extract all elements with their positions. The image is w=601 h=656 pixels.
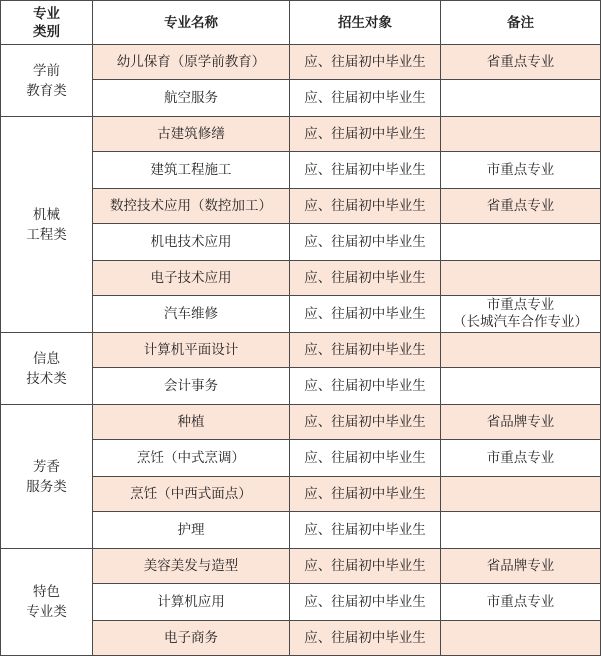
enroll-target: 应、往届初中毕业生	[290, 333, 441, 368]
note-cell: 市重点专业	[441, 152, 601, 189]
category-cell	[1, 549, 93, 656]
enroll-target: 应、往届初中毕业生	[290, 224, 441, 261]
note-cell	[441, 296, 601, 333]
note-cell	[441, 80, 601, 117]
note-cell	[441, 477, 601, 512]
major-name: 机电技术应用	[93, 224, 290, 261]
category-line2: 工程类	[26, 226, 67, 243]
enroll-target: 应、往届初中毕业生	[290, 152, 441, 189]
enroll-target: 应、往届初中毕业生	[290, 261, 441, 296]
note-cell	[441, 261, 601, 296]
header-category	[1, 1, 93, 45]
enroll-target: 应、往届初中毕业生	[290, 117, 441, 152]
category-cell	[1, 117, 93, 333]
note-cell: 市重点专业	[441, 440, 601, 477]
header-row	[1, 1, 601, 45]
enroll-target: 应、往届初中毕业生	[290, 80, 441, 117]
enroll-target: 应、往届初中毕业生	[290, 189, 441, 224]
note-cell	[441, 117, 601, 152]
enroll-target: 应、往届初中毕业生	[290, 584, 441, 621]
header-target: 招生对象	[290, 1, 441, 45]
category-line1: 学前	[33, 62, 60, 79]
major-name: 护理	[93, 512, 290, 549]
major-name: 古建筑修缮	[93, 117, 290, 152]
major-name: 幼儿保育（原学前教育）	[93, 45, 290, 80]
major-name: 数控技术应用（数控加工）	[93, 189, 290, 224]
major-name: 电子技术应用	[93, 261, 290, 296]
note-cell: 省品牌专业	[441, 549, 601, 584]
note-cell	[441, 621, 601, 656]
header-note: 备注	[441, 1, 601, 45]
enroll-target: 应、往届初中毕业生	[290, 368, 441, 405]
major-name: 计算机应用	[93, 584, 290, 621]
note-cell	[441, 368, 601, 405]
category-line1: 机械	[33, 206, 60, 223]
category-cell	[1, 45, 93, 117]
note-cell: 省重点专业	[441, 189, 601, 224]
enroll-target: 应、往届初中毕业生	[290, 549, 441, 584]
note-cell	[441, 512, 601, 549]
note-line2: （长城汽车合作专业）	[453, 314, 588, 330]
header-category-line1: 专业	[33, 5, 60, 22]
table-row	[1, 549, 601, 584]
category-line2: 服务类	[26, 478, 67, 495]
category-cell	[1, 333, 93, 405]
major-name: 计算机平面设计	[93, 333, 290, 368]
table-row	[1, 333, 601, 368]
note-cell: 省品牌专业	[441, 405, 601, 440]
major-name: 美容美发与造型	[93, 549, 290, 584]
major-name: 种植	[93, 405, 290, 440]
note-cell: 市重点专业	[441, 584, 601, 621]
enroll-target: 应、往届初中毕业生	[290, 512, 441, 549]
major-name: 建筑工程施工	[93, 152, 290, 189]
header-category-line2: 类别	[33, 23, 60, 40]
table-row	[1, 117, 601, 152]
enroll-target: 应、往届初中毕业生	[290, 440, 441, 477]
enroll-target: 应、往届初中毕业生	[290, 296, 441, 333]
enroll-target: 应、往届初中毕业生	[290, 477, 441, 512]
category-line1: 特色	[33, 584, 60, 600]
note-cell: 省重点专业	[441, 45, 601, 80]
category-line1: 信息	[33, 350, 60, 367]
enroll-target: 应、往届初中毕业生	[290, 405, 441, 440]
header-major-name: 专业名称	[93, 1, 290, 45]
note-line1: 市重点专业	[486, 297, 555, 313]
category-line2: 专业类	[26, 604, 67, 620]
major-name: 会计事务	[93, 368, 290, 405]
table-row	[1, 405, 601, 440]
note-cell	[441, 224, 601, 261]
table-body	[1, 45, 601, 656]
major-name: 航空服务	[93, 80, 290, 117]
major-name: 烹饪（中式烹调）	[93, 440, 290, 477]
major-name: 汽车维修	[93, 296, 290, 333]
category-cell	[1, 405, 93, 549]
enroll-target: 应、往届初中毕业生	[290, 621, 441, 656]
category-line2: 教育类	[26, 82, 67, 99]
enroll-target: 应、往届初中毕业生	[290, 45, 441, 80]
table-row	[1, 45, 601, 80]
note-cell	[441, 333, 601, 368]
category-line1: 芳香	[33, 458, 60, 475]
major-name: 烹饪（中西式面点）	[93, 477, 290, 512]
category-line2: 技术类	[26, 370, 67, 387]
major-name: 电子商务	[93, 621, 290, 656]
